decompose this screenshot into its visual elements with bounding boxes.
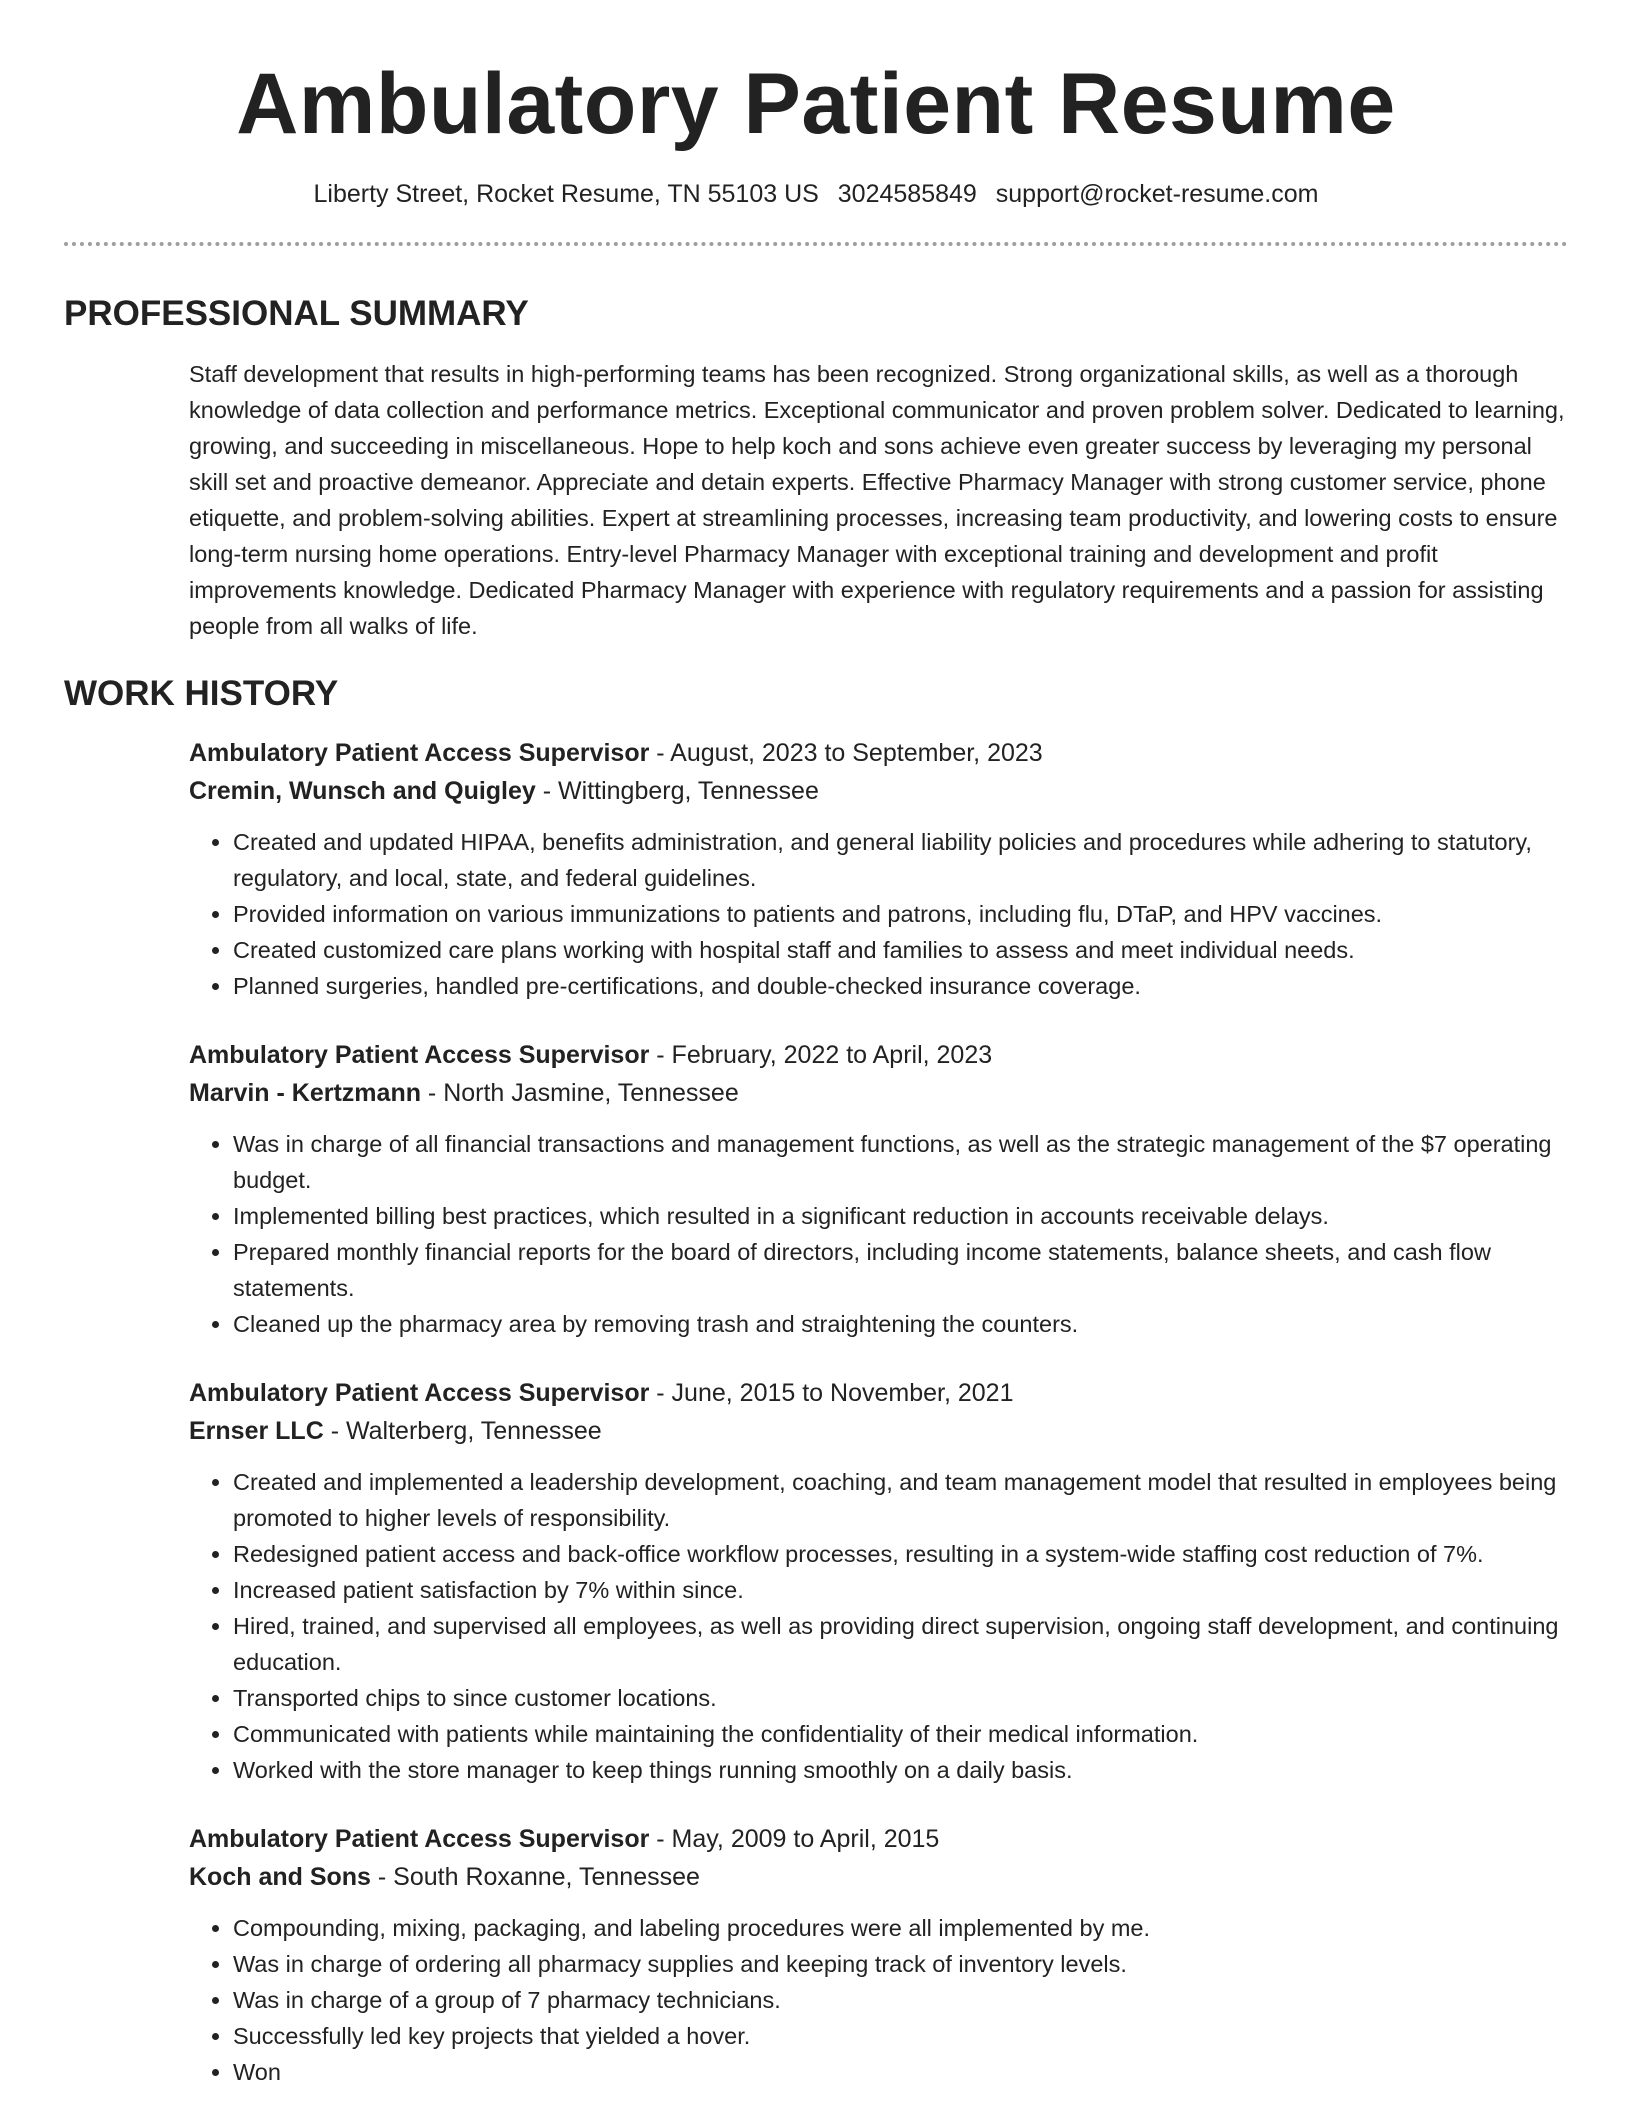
job-location: - North Jasmine, Tennessee [420,1079,739,1107]
job-dates: - February, 2022 to April, 2023 [649,1041,993,1069]
job-role: Ambulatory Patient Access Supervisor [189,739,650,767]
job-bullet: • Implemented billing best practices, which resulted in a significant reduction in accounts receivable delays. [233,1198,1568,1234]
job-bullet: • Created and implemented a leadership development, coaching, and team management model that resulted in employees being promoted to higher levels of responsibility. [233,1464,1568,1536]
summary-heading: PROFESSIONAL SUMMARY [64,294,529,333]
summary-text: Staff development that results in high-performing teams has been recognized. Strong organizational skills, as well as a thorough knowledge of data collection and performance metrics. Exceptional communicator and proven problem solver. Dedicated to learning, growing, and succeeding in miscellaneous. Hope to help koch and sons achieve even greater success by leveraging my personal skill set and proactive demeanor. Appreciate and detain experts. Effective Pharmacy Manager with strong customer service, phone etiquette, and problem-solving abilities. Expert at streamlining processes, increasing team productivity, and lowering costs to ensure long-term nursing home operations. Entry-level Pharmacy Manager with exceptional training and development and profit improvements knowledge. Dedicated Pharmacy Manager with experience with regulatory requirements and a passion for assisting people from all walks of life. [189,361,1565,639]
job-role: Ambulatory Patient Access Supervisor [189,1041,650,1069]
job-bullets [189,1464,1568,1788]
job-company: Ernser LLC [189,1417,324,1445]
job-entry [189,1820,1568,2090]
job-role-line [189,1820,1568,1858]
job-location: - Walterberg, Tennessee [323,1417,602,1445]
job-entry [189,734,1568,1004]
job-role-line [189,1036,1568,1074]
job-bullet: • Provided information on various immunizations to patients and patrons, including flu, DTaP, and HPV vaccines. [233,896,1568,932]
job-bullet: • Created and updated HIPAA, benefits administration, and general liability policies and procedures while adhering to statutory, regulatory, and local, state, and federal guidelines. [233,824,1568,896]
job-bullets [189,1910,1568,2090]
header-divider [64,242,1568,246]
job-bullet: • Was in charge of a group of 7 pharmacy technicians. [233,1982,1568,2018]
job-company-line [189,1074,1568,1112]
resume-title: Ambulatory Patient Resume [236,56,1396,152]
job-bullet: • Increased patient satisfaction by 7% within since. [233,1572,1568,1608]
job-bullet: • Worked with the store manager to keep things running smoothly on a daily basis. [233,1752,1568,1788]
work-history-heading: WORK HISTORY [64,674,339,713]
job-dates: - May, 2009 to April, 2015 [649,1825,940,1853]
job-dates: - June, 2015 to November, 2021 [649,1379,1014,1407]
job-entry [189,1036,1568,1342]
job-company: Marvin - Kertzmann [189,1079,421,1107]
job-company-line [189,1858,1568,1896]
contact-email: support@rocket-resume.com [995,180,1319,208]
job-bullet: • Redesigned patient access and back-office workflow processes, resulting in a system-wide staffing cost reduction of 7%. [233,1536,1568,1572]
contact-line [64,178,1568,210]
job-role: Ambulatory Patient Access Supervisor [189,1379,650,1407]
job-role-line [189,1374,1568,1412]
job-bullets [189,1126,1568,1342]
resume-page [64,0,1568,2090]
job-bullet: • Successfully led key projects that yielded a hover. [233,2018,1568,2054]
job-company: Koch and Sons [189,1863,371,1891]
job-bullet: • Won [233,2054,1568,2090]
job-bullet: • Created customized care plans working with hospital staff and families to assess and meet individual needs. [233,932,1568,968]
job-bullets [189,824,1568,1004]
job-role-line [189,734,1568,772]
job-bullet: • Cleaned up the pharmacy area by removing trash and straightening the counters. [233,1306,1568,1342]
job-bullet: • Communicated with patients while maintaining the confidentiality of their medical information. [233,1716,1568,1752]
contact-address: Liberty Street, Rocket Resume, TN 55103 US [313,180,819,208]
job-company-line [189,772,1568,810]
job-dates: - August, 2023 to September, 2023 [649,739,1043,767]
job-location: - South Roxanne, Tennessee [370,1863,700,1891]
job-bullet: • Was in charge of all financial transactions and management functions, as well as the strategic management of the $7 operating budget. [233,1126,1568,1198]
job-company-line [189,1412,1568,1450]
contact-phone: 3024585849 [837,180,977,208]
job-company: Cremin, Wunsch and Quigley [189,777,536,805]
job-bullet: • Hired, trained, and supervised all employees, as well as providing direct supervision, ongoing staff development, and continuing education. [233,1608,1568,1680]
job-entry [189,1374,1568,1788]
job-bullet: • Was in charge of ordering all pharmacy supplies and keeping track of inventory levels. [233,1946,1568,1982]
job-bullet: • Compounding, mixing, packaging, and labeling procedures were all implemented by me. [233,1910,1568,1946]
job-location: - Wittingberg, Tennessee [535,777,819,805]
job-bullet: • Prepared monthly financial reports for the board of directors, including income statements, balance sheets, and cash flow statements. [233,1234,1568,1306]
job-bullet: • Transported chips to since customer locations. [233,1680,1568,1716]
job-role: Ambulatory Patient Access Supervisor [189,1825,650,1853]
job-bullet: • Planned surgeries, handled pre-certifications, and double-checked insurance coverage. [233,968,1568,1004]
